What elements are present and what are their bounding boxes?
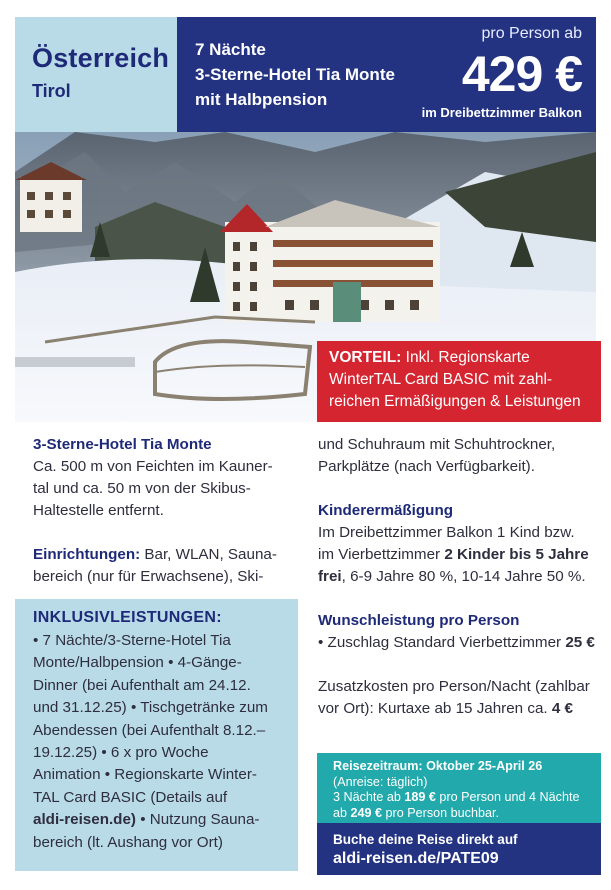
zusatz-line-1: Zusatzkosten pro Person/Nacht (zahlbar	[318, 678, 590, 695]
kinder-line-3a: frei	[318, 568, 342, 585]
hotel-location-1: Ca. 500 m von Feichten im Kauner-	[33, 458, 273, 475]
inclusive-line: 19.12.25) • 6 x pro Woche	[33, 744, 209, 762]
travel-period-box	[317, 753, 601, 823]
header-country-box	[15, 17, 177, 132]
hotel-location-2: tal und ca. 50 m von der Skibus-	[33, 480, 251, 497]
price: 429 €	[461, 46, 582, 102]
advantage-label: VORTEIL:	[329, 349, 402, 366]
kinder-line-2a: im Vierbettzimmer	[318, 546, 445, 563]
hotel-description	[33, 434, 295, 588]
wunsch-title: Wunschleistung pro Person	[318, 612, 520, 629]
booking-line: Buche deine Reise direkt auf	[333, 832, 518, 847]
offer-board: mit Halbpension	[195, 90, 328, 109]
offer-hotel: 3-Sterne-Hotel Tia Monte	[195, 65, 395, 84]
inclusive-line: und 31.12.25) • Tischgetränke zum	[33, 699, 268, 717]
advantage-text-1: Inkl. Regionskarte	[405, 349, 530, 366]
offer-summary	[195, 37, 395, 112]
facilities-text-2: bereich (nur für Erwachsene), Ski-	[33, 568, 264, 585]
aldi-reisen-link[interactable]: aldi-reisen.de)	[33, 811, 136, 829]
region-title: Tirol	[32, 81, 71, 101]
inclusive-services-box	[15, 599, 298, 871]
country-title: Österreich	[32, 43, 170, 73]
inclusive-tail-1: • Nutzung Sauna-	[135, 811, 260, 829]
facilities-text-1: Bar, WLAN, Sauna-	[140, 546, 277, 563]
right-column	[318, 434, 604, 720]
wunsch-price: 25 €	[565, 634, 595, 651]
travel-price-4: 249 €	[350, 805, 383, 820]
kinder-line-1: Im Dreibettzimmer Balkon 1 Kind bzw.	[318, 524, 575, 541]
hotel-location-3: Haltestelle entfernt.	[33, 502, 164, 519]
travel-line-3a: 3 Nächte ab	[333, 790, 405, 805]
travel-period: Reisezeitraum: Oktober 25-April 26	[333, 759, 543, 773]
kinder-title: Kinderermäßigung	[318, 502, 454, 519]
offer-nights: 7 Nächte	[195, 40, 266, 59]
advantage-text-2: WinterTAL Card BASIC mit zahl-	[329, 371, 553, 388]
kinder-line-3b: , 6-9 Jahre 80 %, 10-14 Jahre 50 %.	[341, 568, 586, 585]
facilities-text-3: und Schuhraum mit Schuhtrockner,	[318, 436, 556, 453]
inclusive-line: Abendessen (bei Aufenthalt 8.12.–	[33, 721, 266, 739]
inclusive-heading: INKLUSIVLEISTUNGEN:	[33, 609, 222, 626]
kinder-line-2b: 2 Kinder bis 5 Jahre	[444, 546, 589, 563]
inclusive-line: Animation • Regionskarte Winter-	[33, 766, 257, 784]
facilities-label: Einrichtungen:	[33, 546, 141, 563]
inclusive-list	[33, 630, 286, 854]
travel-price-3: 189 €	[404, 790, 436, 805]
travel-line-4c: pro Person buchbar.	[382, 805, 499, 820]
per-person-label: pro Person ab	[481, 25, 582, 42]
travel-line-4a: ab	[333, 805, 351, 820]
booking-box	[317, 823, 601, 875]
inclusive-line: Monte/Halbpension • 4-Gänge-	[33, 654, 242, 672]
facilities-text-4: Parkplätze (nach Verfügbarkeit).	[318, 458, 535, 475]
advantage-box	[317, 341, 601, 422]
inclusive-tail-2: bereich (lt. Aushang vor Ort)	[33, 833, 223, 851]
inclusive-line: TAL Card BASIC (Details auf	[33, 788, 228, 806]
inclusive-line: Dinner (bei Aufenthalt am 24.12.	[33, 676, 251, 694]
inclusive-line: • 7 Nächte/3-Sterne-Hotel Tia	[33, 632, 231, 649]
wunsch-line: • Zuschlag Standard Vierbettzimmer	[318, 634, 566, 651]
hotel-title: 3-Sterne-Hotel Tia Monte	[33, 436, 212, 453]
advantage-text-3: reichen Ermäßigungen & Leistungen	[329, 393, 581, 410]
travel-arrival: (Anreise: täglich)	[333, 774, 428, 789]
booking-url[interactable]: aldi-reisen.de/PATE09	[333, 850, 499, 867]
travel-line-3c: pro Person und 4 Nächte	[435, 790, 580, 805]
header-offer-box	[177, 17, 596, 132]
zusatz-line-2: vor Ort): Kurtaxe ab 15 Jahren ca.	[318, 700, 552, 717]
zusatz-price: 4 €	[551, 700, 573, 717]
room-type: im Dreibettzimmer Balkon	[421, 105, 582, 120]
